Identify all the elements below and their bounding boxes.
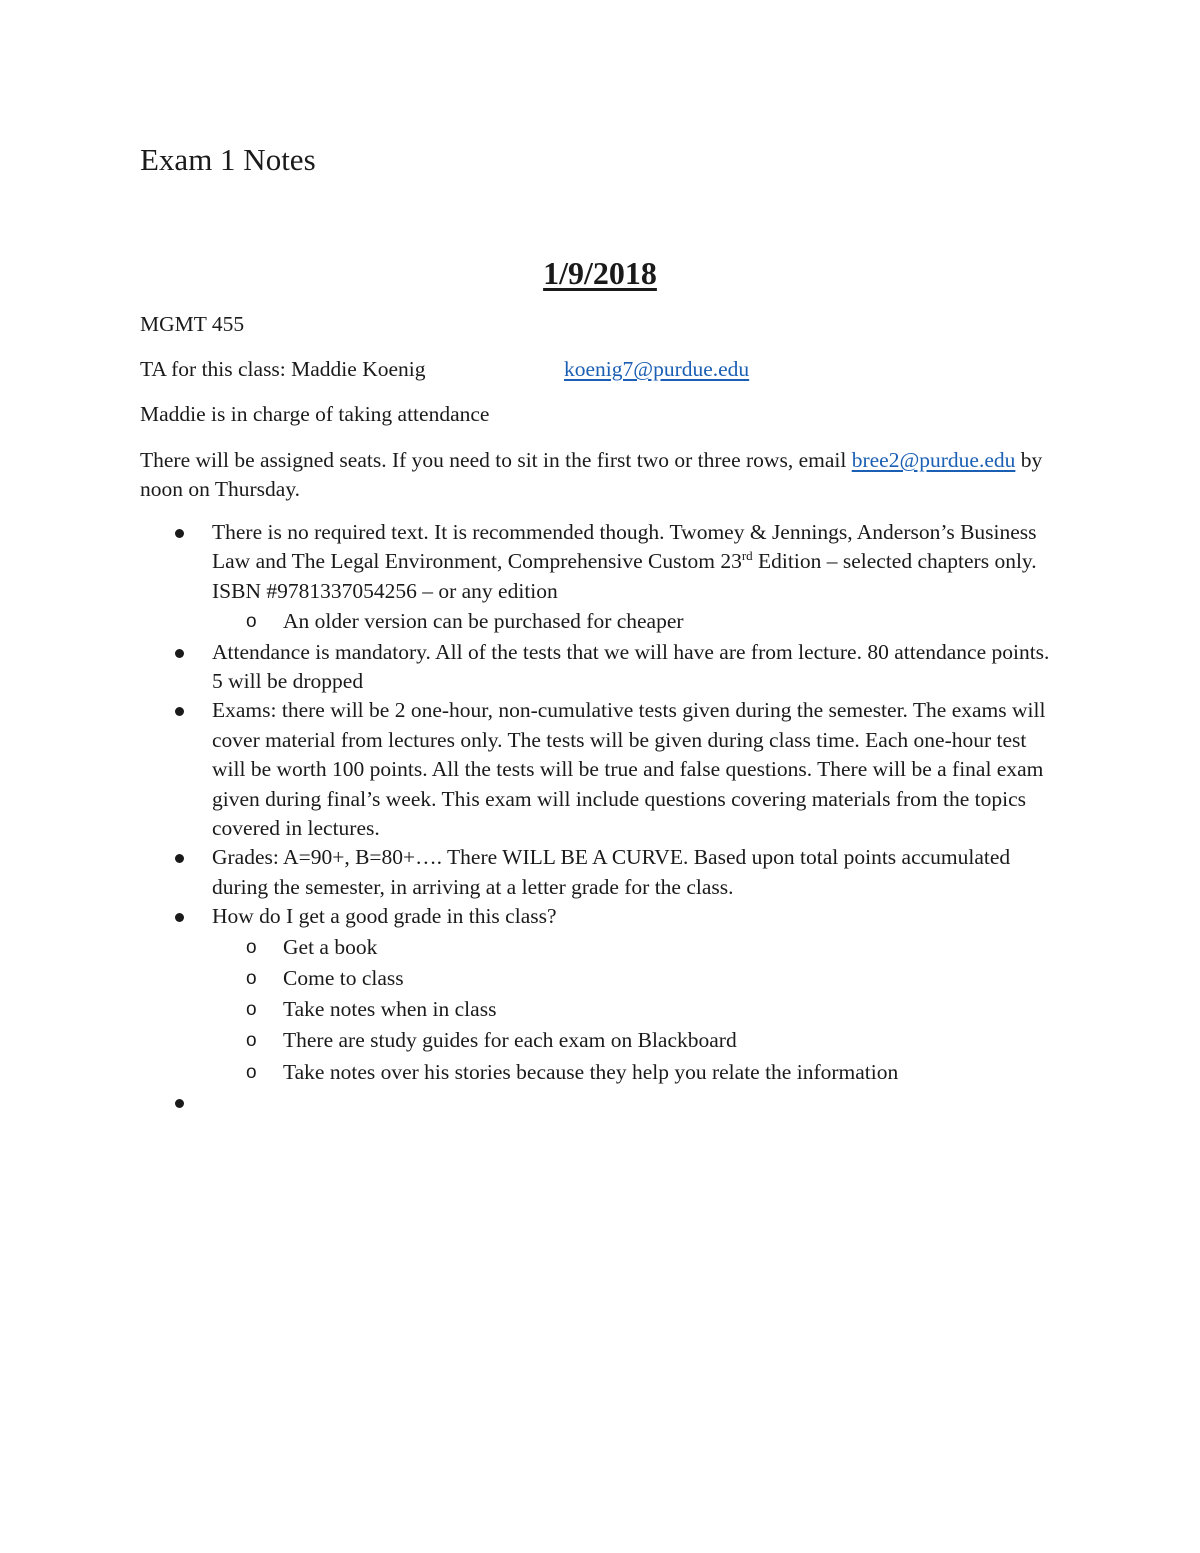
bullet-icon xyxy=(175,913,184,922)
bullet-icon xyxy=(175,1099,184,1108)
textbook-superscript: rd xyxy=(741,548,753,564)
seats-paragraph xyxy=(140,446,1060,504)
date-heading: 1/9/2018 xyxy=(543,255,657,291)
sub-bullet-icon: o xyxy=(246,1030,257,1052)
seats-after: by noon on Thursday. xyxy=(140,448,1043,501)
sub-item-older-version xyxy=(0,606,1063,637)
good-grade-text: How do I get a good grade in this class? xyxy=(212,904,557,929)
sub-item-text: Take notes over his stories because they help you relate the information xyxy=(283,1059,899,1084)
attendance-text: Attendance is mandatory. All of the tests that we will have are from lecture. 80 attendance points. 5 will be dropped xyxy=(212,639,1050,693)
bullet-icon xyxy=(175,854,184,863)
list-item-grades xyxy=(0,843,1052,902)
seats-text: There will be assigned seats. If you need to sit in the first two or three rows, email xyxy=(140,448,847,472)
exams-text: Exams: there will be 2 one-hour, non-cumulative tests given during the semester. The exams will cover material from lectures only. The tests will be given during class time. Each one-hour test will be worth 100 points. All the tests will be true and false questions. There will be a final exam given during final’s week. This exam will include questions covering materials from the topics covered in lectures. xyxy=(212,698,1046,840)
bullet-list xyxy=(0,518,1200,1117)
sub-item-come-to-class xyxy=(0,963,1063,994)
ta-email-link[interactable]: koenig7@purdue.edu xyxy=(564,357,750,381)
sub-item-text: Come to class xyxy=(283,965,404,990)
sub-item-take-notes xyxy=(0,994,1063,1025)
sub-item-get-book xyxy=(0,932,1063,963)
textbook-text-b: Edition – selected chapters only. ISBN #9781337054256 – or any edition xyxy=(212,549,1037,603)
list-item-attendance xyxy=(0,638,1052,697)
grades-text: Grades: A=90+, B=80+…. There WILL BE A CURVE. Based upon total points accumulated during the semester, in arriving at a letter grade for the class. xyxy=(212,845,1011,899)
bullet-icon xyxy=(175,529,184,538)
sub-bullet-icon: o xyxy=(246,1061,257,1083)
list-item-good-grade xyxy=(0,902,1052,931)
sub-bullet-icon: o xyxy=(246,936,257,958)
list-item-empty xyxy=(0,1088,1052,1117)
ta-label: TA for this class: Maddie Koenig xyxy=(140,357,426,381)
textbook-text-a: There is no required text. It is recommended though. Twomey & Jennings, Anderson’s Business Law and The Legal Environment, Comprehensive Custom 23 xyxy=(212,520,1037,574)
bree-email-link[interactable]: bree2@purdue.edu xyxy=(851,448,1016,472)
sub-bullet-icon: o xyxy=(246,999,257,1021)
sub-bullet-icon: o xyxy=(246,611,257,633)
list-item-exams xyxy=(0,696,1052,843)
bullet-icon xyxy=(175,707,184,716)
list-item-textbook xyxy=(0,518,1052,606)
sub-item-study-guides xyxy=(0,1025,1063,1056)
document-title: Exam 1 Notes xyxy=(140,142,316,177)
sub-bullet-icon: o xyxy=(246,967,257,989)
sub-item-text: There are study guides for each exam on Blackboard xyxy=(283,1028,737,1053)
ta-line xyxy=(140,355,1060,384)
bullet-icon xyxy=(175,649,184,658)
sub-item-text: Get a book xyxy=(283,934,378,959)
course-code: MGMT 455 xyxy=(140,312,245,336)
attendance-note: Maddie is in charge of taking attendance xyxy=(140,402,490,426)
sub-item-stories xyxy=(0,1057,1063,1088)
sub-item-text: Take notes when in class xyxy=(283,997,497,1022)
sub-item-text: An older version can be purchased for cheaper xyxy=(283,609,684,634)
